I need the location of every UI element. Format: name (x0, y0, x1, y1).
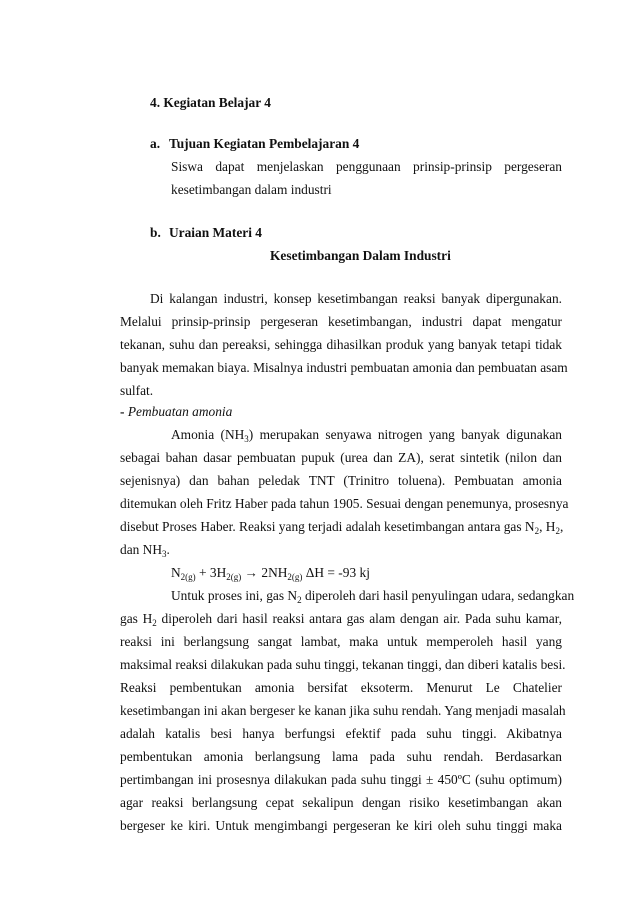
objective-line-2: kesetimbangan dalam industri (171, 182, 332, 197)
paragraph-1-line-2: Melalui prinsip-prinsip pergeseran kesetimbangan, industri dapat mengatur (120, 314, 562, 329)
subsection-a-label: a. (150, 136, 161, 151)
amonia-line-2: sebagai bahan dasar pembuatan pupuk (urea dan ZA), serat sintetik (nilon dan (120, 450, 562, 465)
subsection-b-title: Uraian Materi 4 (169, 225, 262, 240)
process-line-6: kesetimbangan ini akan bergeser ke kanan jika suhu rendah. Yang menjadi masalah (120, 703, 566, 718)
haber-equation: $N_{2(g)} + 3H_{2(g)} \to 2NH_{2(g)}$ ΔH = -93 kj (171, 565, 370, 582)
process-line-10: agar reaksi berlangsung cepat sekalipun dengan risiko kesetimbangan akan (120, 795, 562, 810)
center-title: Kesetimbangan Dalam Industri (270, 248, 451, 263)
process-line-9: pertimbangan ini prosesnya dilakukan pada suhu tinggi ± 450ºC (suhu optimum) (120, 772, 562, 787)
process-line-4: maksimal reaksi dilakukan pada suhu tinggi, tekanan tinggi, dan diberi katalis besi. (120, 657, 566, 672)
process-line-3: reaksi ini berlangsung sangat lambat, maka untuk memperoleh hasil yang (120, 634, 562, 649)
process-line-1: Untuk proses ini, gas $N_2$ diperoleh dari hasil penyulingan udara, sedangkan (171, 588, 575, 605)
process-line-2: gas $H_2$ diperoleh dari hasil reaksi antara gas alam dengan air. Pada suhu kamar, (120, 611, 562, 628)
process-line-5: Reaksi pembentukan amonia bersifat eksoterm. Menurut Le Chatelier (120, 680, 562, 695)
amonia-line-3: sejenisnya) dan bahan peledak TNT (Trinitro toluena). Pembuatan amonia (120, 473, 562, 488)
process-line-11: bergeser ke kiri. Untuk mengimbangi pergeseran ke kiri oleh suhu tinggi maka (120, 818, 562, 833)
amonia-line-5: disebut Proses Haber. Reaksi yang terjadi adalah kesetimbangan antara gas $N_2$, $H_2$, (120, 519, 564, 536)
amonia-line-6: dan $NH_3$. (120, 542, 170, 559)
amonia-line-4: ditemukan oleh Fritz Haber pada tahun 1905. Sesuai dengan penemunya, prosesnya (120, 496, 569, 511)
paragraph-1-line-1: Di kalangan industri, konsep kesetimbangan reaksi banyak dipergunakan. (150, 291, 562, 306)
process-line-8: pembentukan amonia berlangsung lama pada suhu rendah. Berdasarkan (120, 749, 562, 764)
process-line-7: adalah katalis besi hanya berfungsi efektif pada suhu tinggi. Akibatnya (120, 726, 562, 741)
paragraph-1-line-4: banyak memakan biaya. Misalnya industri pembuatan amonia dan pembuatan asam (120, 360, 568, 375)
subsection-a-title: Tujuan Kegiatan Pembelajaran 4 (169, 136, 360, 151)
objective-line-1: Siswa dapat menjelaskan penggunaan prinsip-prinsip pergeseran (171, 159, 562, 174)
paragraph-1-line-5: sulfat. (120, 383, 154, 398)
bullet-item (120, 404, 232, 420)
paragraph-1-line-3: tekanan, suhu dan pereaksi, sehingga dihasilkan produk yang banyak tetapi tidak (120, 337, 562, 352)
bullet-text: Pembuatan amonia (127, 404, 233, 419)
section-heading: 4. Kegiatan Belajar 4 (150, 95, 271, 110)
bullet-dash: - (120, 404, 125, 419)
subsection-b-label: b. (150, 225, 161, 240)
amonia-line-1: Amonia $(NH_3)$ merupakan senyawa nitrogen yang banyak digunakan (171, 427, 562, 444)
